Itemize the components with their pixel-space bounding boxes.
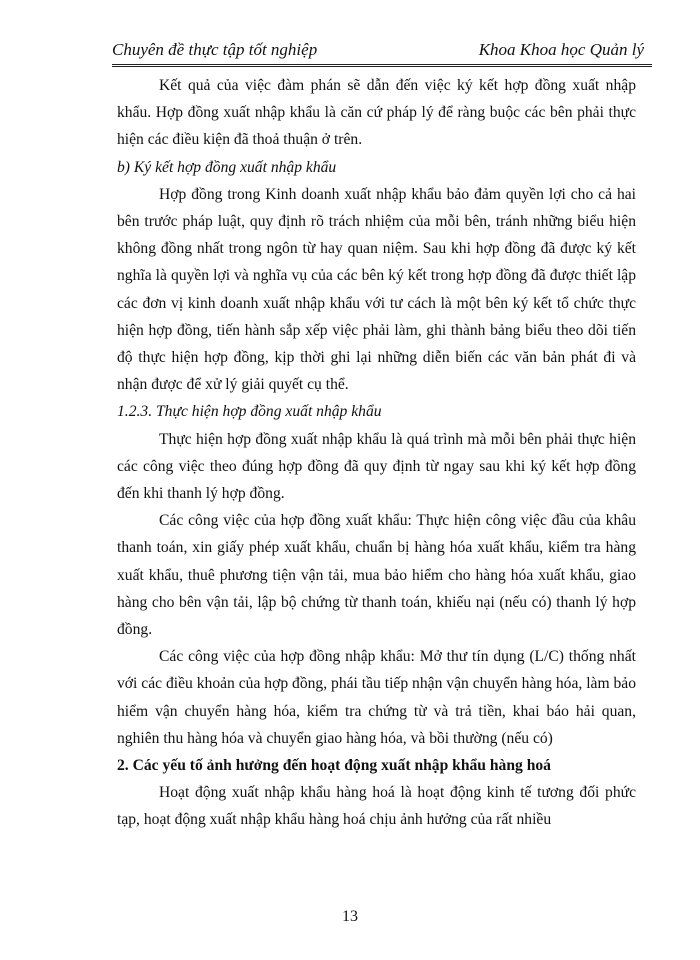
section-heading-factors: 2. Các yếu tố ảnh hưởng đến hoạt động xuất nhập khẩu hàng hoá	[117, 757, 551, 775]
page-header	[112, 38, 652, 67]
header-faculty-name: Khoa Khoa học Quản lý	[478, 40, 644, 59]
subheading-contract-execution: 1.2.3. Thực hiện hợp đồng xuất nhập khẩu	[117, 403, 382, 421]
header-document-title: Chuyên đề thực tập tốt nghiệp	[112, 40, 318, 59]
paragraph-contract-execution: Thực hiện hợp đồng xuất nhập khẩu là quá trình mà mỗi bên phải thực hiện các công việc theo đúng hợp đồng đã quy định từ ngay sau khi ký kết hợp đồng đến khi thanh lý hợp đồng.	[117, 430, 636, 503]
paragraph-export-tasks: Các công việc của hợp đồng xuất khẩu: Thực hiện công việc đầu của khâu thanh toán, xin giấy phép xuất khẩu, chuẩn bị hàng hóa xuất khẩu, kiểm tra hàng xuất khẩu, thuê phương tiện vận tải, mua bảo hiểm cho hàng hóa xuất khẩu, giao hàng cho bên vận tải, lập bộ chứng từ thanh toán, khiếu nại (nếu có) thanh lý hợp đồng.	[117, 512, 636, 639]
paragraph-import-tasks: Các công việc của hợp đồng nhập khẩu: Mở thư tín dụng (L/C) thống nhất với các điều khoản của hợp đồng, phái tầu tiếp nhận vận chuyển hàng hóa, làm bảo hiểm vận chuyển hàng hóa, kiểm tra chứng từ và trả tiền, khai báo hải quan, nghiên thu hàng hóa và chuyển giao hàng hóa, và bồi thường (nếu có)	[117, 648, 636, 747]
page-body	[117, 72, 636, 834]
paragraph-contract-signing: Hợp đồng trong Kinh doanh xuất nhập khẩu bảo đảm quyền lợi cho cả hai bên trước pháp luật, quy định rõ trách nhiệm của mỗi bên, tránh những biểu hiện không đồng nhất trong ngôn từ hay quan niệm. Sau khi hợp đồng đã được ký kết nghĩa là quyền lợi và nghĩa vụ của các bên ký kết trong hợp đồng đã được thiết lập các đơn vị kinh doanh xuất nhập khẩu với tư cách là một bên ký kết tổ chức thực hiện hợp đồng, tiến hành sắp xếp việc phải làm, ghi thành bảng biểu theo dõi tiến độ thực hiện hợp đồng, kịp thời ghi lại những diễn biến các văn bản phát đi và nhận được để xử lý giải quyết cụ thể.	[117, 185, 636, 394]
page-number: 13	[342, 908, 358, 925]
paragraph-factors-intro: Hoạt động xuất nhập khẩu hàng hoá là hoạt động kinh tế tương đối phức tạp, hoạt động xuất nhập khẩu hàng hoá chịu ảnh hưởng của rất nhiều	[117, 784, 636, 829]
subheading-contract-signing: b) Ký kết hợp đồng xuất nhập khẩu	[117, 158, 337, 176]
paragraph-negotiation-result: Kết quả của việc đàm phán sẽ dẫn đến việc ký kết hợp đồng xuất nhập khẩu. Hợp đồng xuất nhập khẩu là căn cứ pháp lý để ràng buộc các bên phải thực hiện các điều kiện đã thoả thuận ở trên.	[117, 77, 636, 149]
